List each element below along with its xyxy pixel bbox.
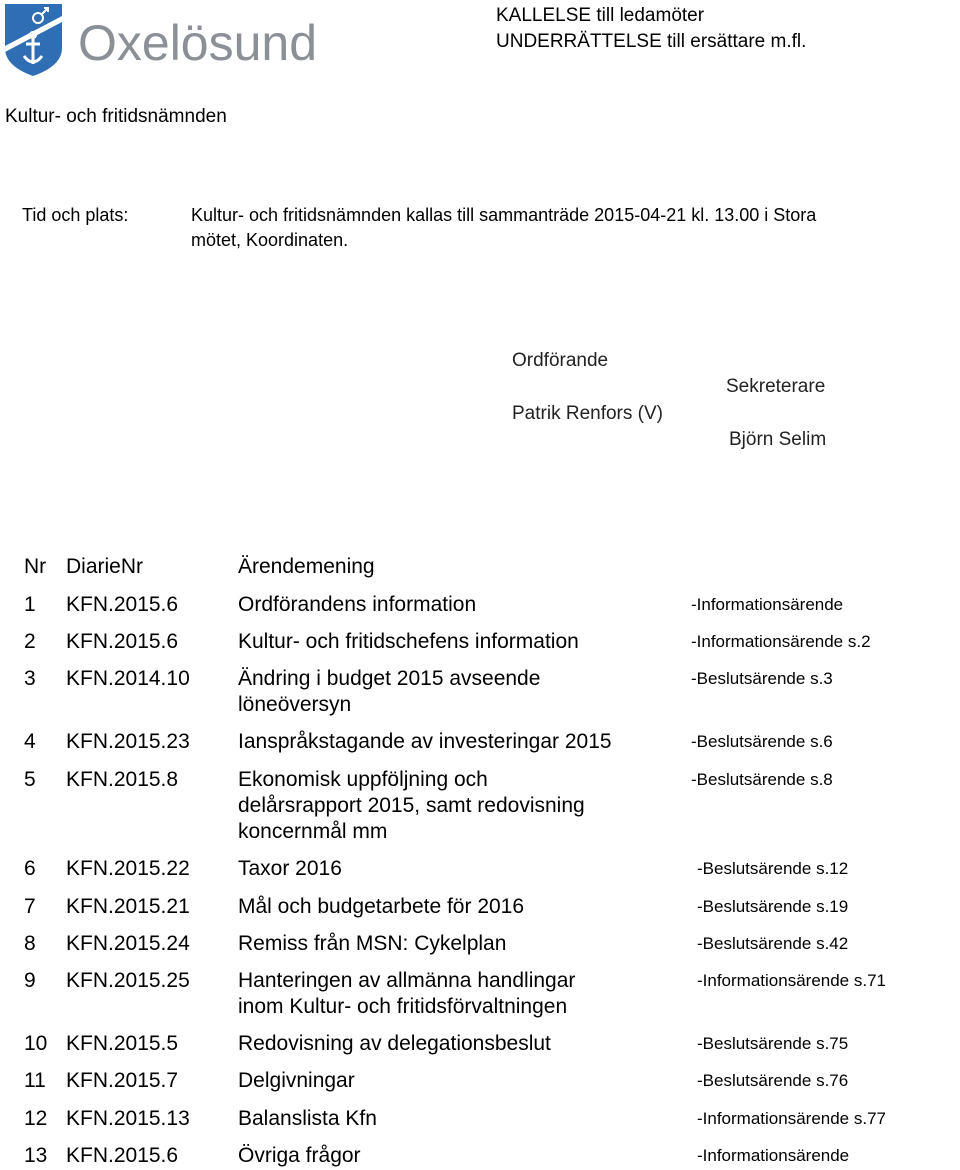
row-diarienr: KFN.2015.6 bbox=[66, 1144, 179, 1167]
row-nr: 10 bbox=[24, 1032, 48, 1055]
row-note: -Informationsärende bbox=[697, 1146, 850, 1165]
row-diarienr: KFN.2015.7 bbox=[66, 1069, 179, 1092]
oxelosund-logo bbox=[2, 2, 332, 76]
row-title: Remiss från MSN: Cykelplan bbox=[238, 932, 507, 955]
row-diarienr: KFN.2015.8 bbox=[66, 768, 179, 791]
row-diarienr: KFN.2015.6 bbox=[66, 630, 179, 653]
column-header-nr: Nr bbox=[24, 555, 47, 578]
row-diarienr: KFN.2015.25 bbox=[66, 969, 190, 992]
row-nr: 6 bbox=[24, 857, 36, 880]
row-note: -Beslutsärende s.8 bbox=[691, 770, 833, 789]
row-diarienr: KFN.2015.21 bbox=[66, 895, 190, 918]
row-title: Redovisning av delegationsbeslut bbox=[238, 1032, 551, 1055]
row-nr: 11 bbox=[24, 1069, 46, 1092]
row-nr: 12 bbox=[24, 1107, 48, 1130]
row-title: Balanslista Kfn bbox=[238, 1107, 377, 1130]
column-header-diarienr: DiarieNr bbox=[66, 555, 144, 578]
coat-of-arms-icon bbox=[5, 4, 62, 76]
logo-wordmark: Oxelösund bbox=[78, 15, 318, 71]
notice-line-2: UNDERRÄTTELSE till ersättare m.fl. bbox=[496, 31, 807, 52]
row-diarienr: KFN.2014.10 bbox=[66, 667, 190, 690]
row-nr: 5 bbox=[24, 768, 36, 791]
row-diarienr: KFN.2015.23 bbox=[66, 730, 190, 753]
row-title: Ordförandens information bbox=[238, 593, 477, 616]
committee-name: Kultur- och fritidsnämnden bbox=[5, 106, 227, 127]
chair-name: Patrik Renfors (V) bbox=[512, 403, 663, 424]
row-note: -Beslutsärende s.3 bbox=[691, 669, 833, 688]
row-note: -Beslutsärende s.75 bbox=[697, 1034, 849, 1053]
row-title: Mål och budgetarbete för 2016 bbox=[238, 895, 525, 918]
time-place-label: Tid och plats: bbox=[22, 205, 129, 225]
row-diarienr: KFN.2015.24 bbox=[66, 932, 190, 955]
row-title: Kultur- och fritidschefens information bbox=[238, 630, 579, 653]
row-nr: 7 bbox=[24, 895, 36, 918]
row-nr: 4 bbox=[24, 730, 36, 753]
row-title: Ändring i budget 2015 avseende löneöversyn bbox=[238, 667, 541, 716]
row-note: -Informationsärende bbox=[691, 595, 844, 614]
row-note: -Informationsärende s.71 bbox=[697, 971, 886, 990]
secretary-title: Sekreterare bbox=[726, 376, 826, 397]
row-diarienr: KFN.2015.6 bbox=[66, 593, 179, 616]
row-note: -Beslutsärende s.6 bbox=[691, 732, 833, 751]
row-note: -Beslutsärende s.12 bbox=[697, 859, 849, 878]
row-diarienr: KFN.2015.22 bbox=[66, 857, 190, 880]
row-nr: 2 bbox=[24, 630, 36, 653]
row-note: -Beslutsärende s.76 bbox=[697, 1071, 849, 1090]
column-header-title: Ärendemening bbox=[238, 555, 375, 578]
row-diarienr: KFN.2015.5 bbox=[66, 1032, 179, 1055]
notice-line-1: KALLELSE till ledamöter bbox=[496, 5, 705, 26]
chair-title: Ordförande bbox=[512, 350, 609, 371]
row-note: -Beslutsärende s.19 bbox=[697, 897, 849, 916]
row-title: Övriga frågor bbox=[238, 1144, 361, 1167]
row-note: -Beslutsärende s.42 bbox=[697, 934, 849, 953]
row-nr: 1 bbox=[24, 593, 36, 616]
row-title: Taxor 2016 bbox=[238, 857, 342, 880]
row-nr: 3 bbox=[24, 667, 36, 690]
row-nr: 9 bbox=[24, 969, 36, 992]
row-diarienr: KFN.2015.13 bbox=[66, 1107, 190, 1130]
secretary-name: Björn Selim bbox=[729, 429, 827, 450]
row-title: Delgivningar bbox=[238, 1069, 355, 1092]
meeting-text-line-1: Kultur- och fritidsnämnden kallas till sammanträde 2015-04-21 kl. 13.00 i Stora bbox=[191, 205, 817, 225]
row-nr: 8 bbox=[24, 932, 36, 955]
row-title: Hanteringen av allmänna handlingar inom Kultur- och fritidsförvaltningen bbox=[238, 969, 576, 1018]
row-title: Ekonomisk uppföljning och delårsrapport 2015, samt redovisning koncernmål mm bbox=[238, 768, 585, 843]
row-title: Ianspråkstagande av investeringar 2015 bbox=[238, 730, 612, 753]
row-note: -Informationsärende s.2 bbox=[691, 632, 871, 651]
row-nr: 13 bbox=[24, 1144, 48, 1167]
meeting-text-line-2: mötet, Koordinaten. bbox=[191, 230, 349, 250]
row-note: -Informationsärende s.77 bbox=[697, 1109, 886, 1128]
